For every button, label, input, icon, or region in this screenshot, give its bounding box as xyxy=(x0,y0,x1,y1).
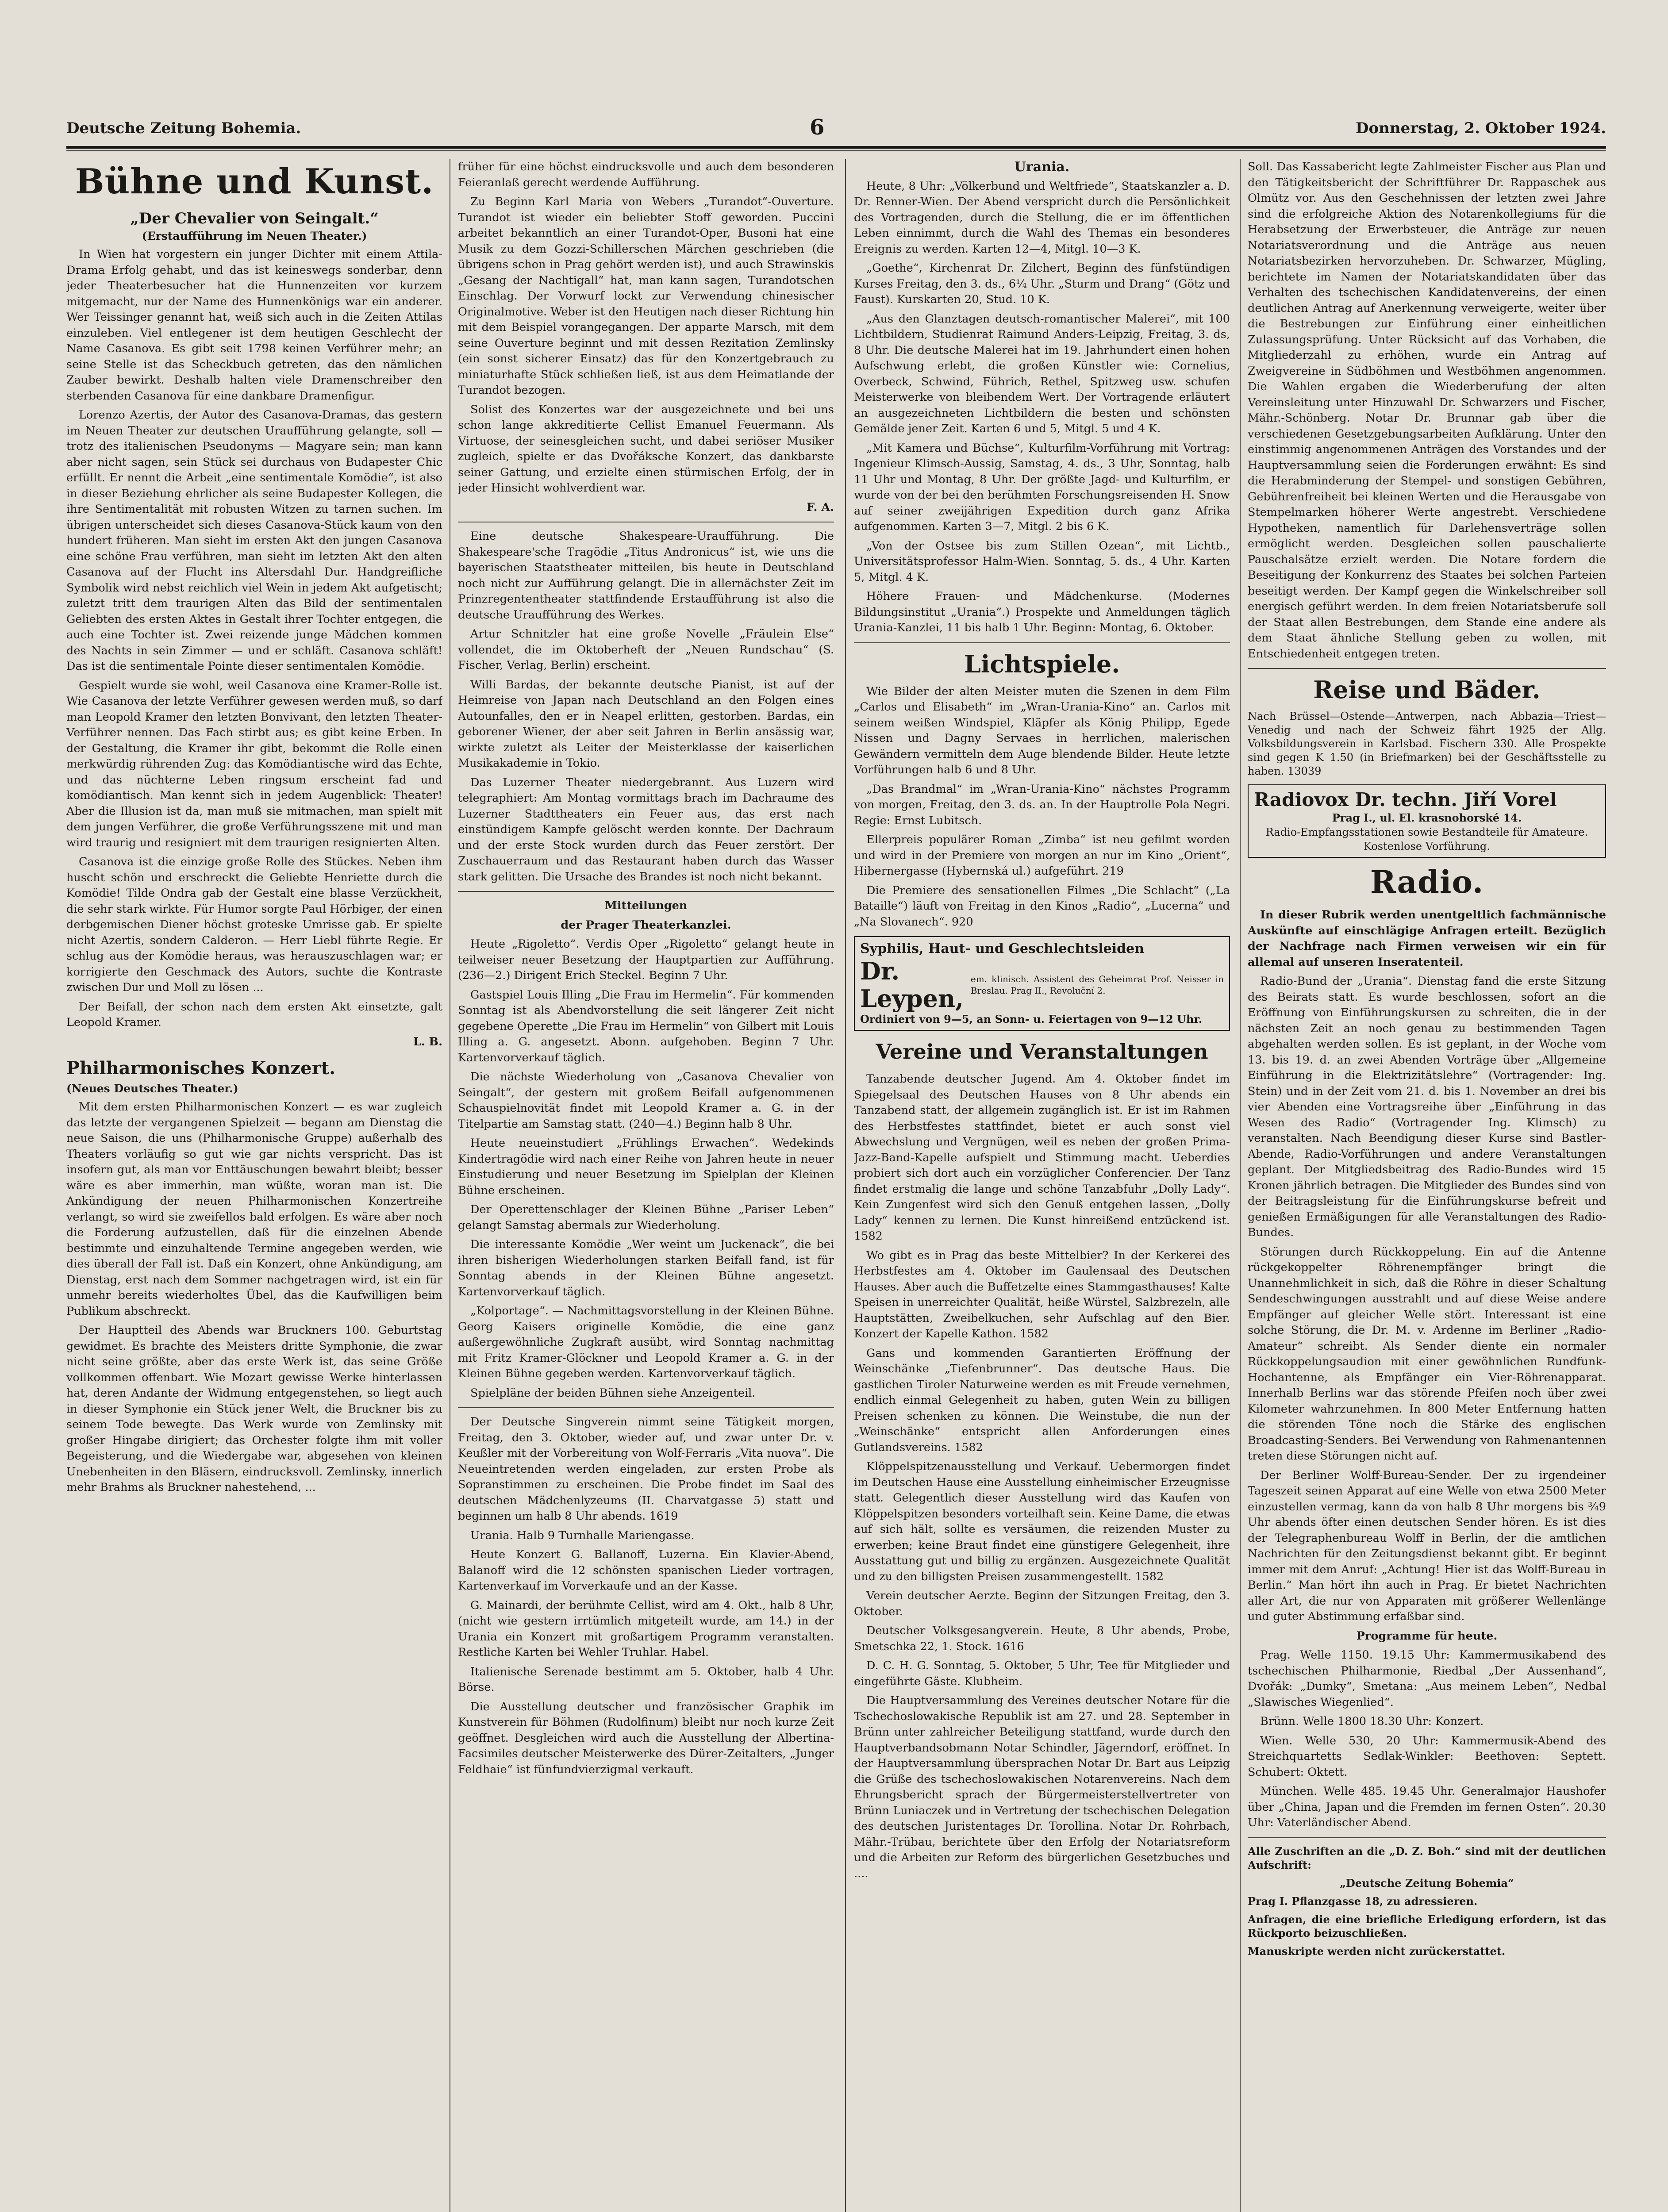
newspaper-name: Deutsche Zeitung Bohemia. xyxy=(66,119,301,137)
concert-item: Urania. Halb 9 Turnhalle Mariengasse. xyxy=(470,1528,695,1542)
urania-item: „Aus den Glanztagen deutsch-romantischer Malerei“, mit 100 Lichtbildern, Studienrat Raimund Anders-Leipzig, Freitag, 3. ds, 8 Uhr. Die deutsche Malerei hat im 19. Jahrhundert einen hohen Aufschwung erlebt, die großen Künstler wie: Cornelius, Overbeck, Schwind, Führich, Rethel, Spitzweg usw. schufen Meisterwerke von bleibendem Wert. Der Vortragende erläutert an ausgezeichneten Lichtbildern die besten und schönsten Gemälde jener Zeit. Karten 6 und 5, Mitgl. 5 und 4 K. xyxy=(854,312,1230,435)
verein-item: Verein deutscher Aerzte. Beginn der Sitzungen Freitag, den 3. Oktober. xyxy=(854,1589,1230,1618)
theater-notice: Der Operettenschlager der Kleinen Bühne „Pariser Leben“ gelangt Samstag abermals zur Wiederholung. xyxy=(458,1203,834,1232)
paragraph: Der Beifall, der schon nach dem ersten Akt einsetzte, galt Leopold Kramer. xyxy=(66,1000,442,1029)
radio-item: Radio-Bund der „Urania“. Dienstag fand die erste Sitzung des Beirats statt. Es wurde beschlossen, sofort an die Eröffnung von Einführungskursen zu schreiten, die in der nächsten Zeit an noch genau zu bestimmenden Tagen abgehalten werden sollen. Es ist geplant, in der Woche vom 13. bis 19. d. an zwei Abenden Vorträge über „Allgemeine Einführung in die Elektrizitätslehre“ (Vortragender: Ing. Stein) und in der Zeit vom 21. d. bis 1. November an drei bis vier Abenden eine Vortragsreihe über „Einführung in das Wesen des Radio“ (Vortragender Ing. Klimsch) zu veranstalten. Nach Beendigung dieser Kurse sind Bastler-Abende, Radio-Vorführungen und andere Veranstaltungen geplant. Der Mitgliedsbeitrag des Radio-Bundes wird 15 Kronen jährlich betragen. Die Mitglieder des Bundes sind von der Beitragsleistung für die Einführungskurse befreit und genießen Ermäßigungen für alle Veranstaltungen des Radio-Bundes. xyxy=(1248,975,1606,1239)
section-title-buehne-und-kunst: Bühne und Kunst. xyxy=(75,161,434,202)
programme-title: Programme für heute. xyxy=(1356,1629,1498,1643)
column-4 xyxy=(1248,159,1606,2212)
section-title-vereine: Vereine und Veranstaltungen xyxy=(876,1040,1208,1064)
paragraph: Lorenzo Azertis, der Autor des Casanova-Dramas, das gestern im Neuen Theater zur deutschen Uraufführung gelangte, soll — trotz des italienischen Pseudonyms — Magyare sein; man kann aber nicht sagen, sein Stück sei durchaus von Budapester Chic erfüllt. Er nennt die Arbeit „eine sentimentale Komödie“, ist also in dieser Beziehung ehrlicher als seine Budapester Kollegen, die ihre Sentimentalität mit robusten Witzen zu tarnen suchen. Im übrigen unterscheidet sich dieses Casanova-Stück kaum von den hundert früheren. Man sieht im ersten Akt den jungen Casanova eine schöne Frau verführen, man sieht im letzten Akt den alten Casanova auf der Flucht ins Altersdahl Dur. Handgreifliche Symbolik wird nebst reichlich viel Wein in jedem Akt aufgetischt; zuletzt tritt dem traurigen Alten das Bild der sentimentalen Geliebten des ersten Aktes in Gestalt ihrer Tochter entgegen, die auch eine Tochter ist. Zwei reizende junge Mädchen kommen des Nachts in sein Zimmer — und er schläft. Casanova schläft! Das ist die sentimentale Pointe dieser sentimentalen Komödie. xyxy=(66,408,442,673)
urania-item: „Goethe“, Kirchenrat Dr. Zilchert, Beginn des fünfstündigen Kurses Freitag, den 3. ds., 6¼ Uhr. „Sturm und Drang“ (Götz und Faust). Kurskarten 20, Stud. 10 K. xyxy=(854,261,1230,306)
ad-leypen-row xyxy=(860,957,1224,1012)
column-divider xyxy=(845,159,846,2212)
urania-title: Urania. xyxy=(1014,159,1070,175)
urania-item: Heute, 8 Uhr: „Völkerbund und Weltfriede“, Staatskanzler a. D. Dr. Renner-Wien. Der Abend verspricht durch die Persönlichkeit des Vortragenden, durch die Stellung, die er im öffentlichen Leben einnimmt, durch die Wahl des Themas ein besonderes Ereignis zu werden. Karten 12—4, Mitgl. 10—3 K. xyxy=(854,179,1230,256)
theater-notice: Heute „Rigoletto“. Verdis Oper „Rigoletto“ gelangt heute in teilweiser neuer Besetzung der Hauptpartien zur Aufführung. (236—2.) Dirigent Erich Steckel. Beginn 7 Uhr. xyxy=(458,937,834,982)
editorial-footer xyxy=(1248,1844,1606,1958)
ad-leypen-credentials: em. klinisch. Assistent des Geheimrat Prof. Neisser in Breslau. Prag II., Revoluční 2. xyxy=(970,974,1224,996)
paragraph: Mit dem ersten Philharmonischen Konzert — es war zugleich das letzte der vergangenen Spielzeit — begann am Dienstag die neue Saison, die uns (Philharmonische Gruppe) außerhalb des Theaters vorläufig so gut wie gar nichts verspricht. Das ist insofern gut, als man vor Enttäuschungen bewahrt bleibt; besser wäre es aber immerhin, man wüßte, woran man ist. Die Ankündigung der neuen Philharmonischen Konzertreihe verlangt, so wird sie zweifellos bald erfolgen. Es wäre aber noch die Forderung aufzustellen, daß für die einzelnen Abende bestimmte und einzuhaltende Termine angegeben werden, wie dies überall der Fall ist. Daß ein Konzert, ohne Ankündigung, am Dienstag, erst nach dem Sommer nachgetragen wird, ist ein für unmehr bereits wiederholtes Übel, das die Kaufwilligen beim Publikum abschreckt. xyxy=(66,1100,442,1318)
theater-notice: Die nächste Wiederholung von „Casanova Chevalier von Seingalt“, der gestern mit großem Beifall aufgenommenen Schauspielnovität findet mit Leopold Kramer a. G. in der Titelpartie am Samstag statt. (240—4.) Beginn halb 8 Uhr. xyxy=(458,1070,834,1131)
footer-line: Anfragen, die eine briefliche Erledigung erfordern, ist das Rückporto beizuschließen. xyxy=(1248,1912,1606,1939)
article-title-philharmonisches-konzert: Philharmonisches Konzert. xyxy=(66,1058,336,1079)
verein-item: Klöppelspitzenausstellung und Verkauf. Uebermorgen findet im Deutschen Hause eine Ausstellung einheimischer Erzeugnisse statt. Gelegentlich dieser Ausstellung wird das Kaufen von Klöppelspitzen besonders vorteilhaft sein. Keine Dame, die etwas auf sich hält, sollte es versäumen, die reizenden Muster zu erwerben; keine Braut findet eine günstigere Gelegenheit, ihre Ausstattung gut und billig zu ergänzen. Ausgezeichnete Qualität und zu den billigsten Preisen zusammengestellt. 1582 xyxy=(854,1460,1230,1583)
theater-notice: Spielpläne der beiden Bühnen siehe Anzeigenteil. xyxy=(470,1386,756,1400)
theater-notice: Gastspiel Louis Illing „Die Frau im Hermelin“. Für kommenden Sonntag ist als Abendvorstellung die seit längerer Zeit nicht gegebene Operette „Die Frau im Hermelin“ von Gilbert mit Louis Illing a. G. angesetzt. Abonn. aufgehoben. Beginn 7 Uhr. Kartenvorverkauf täglich. xyxy=(458,988,834,1064)
verein-item: Die Hauptversammlung des Vereines deutscher Notare für die Tschechoslowakische Republik ist am 27. und 28. September in Brünn unter zahlreicher Beteiligung stattfand, wurde durch den Hauptverbandsobmann Notar Schindler, Jägerndorf, eröffnet. In der Hauptversammlung übersprachen Notar Dr. Bart aus Leipzig die Grüße des tschechoslowakischen Notarenvereins. Nach dem Ehrungsbericht sprach der Bürgermeisterstellvertreter von Brünn Luniaczek und in Vertretung der tschechischen Delegation des deutschen Juristentages Dr. Torollina. Notar Dr. Rohrbach, Mähr.-Trübau, berichtete über den Erfolg der Notariatsreform und die Arbeiten zur Reform des bürgerlichen Gesetzbuches und .... xyxy=(854,1694,1230,1880)
advertisement-dr-leypen xyxy=(854,936,1230,1031)
programme-item: Wien. Welle 530, 20 Uhr: Kammermusik-Abend des Streichquartetts Sedlak-Winkler: Beethoven: Septett. Schubert: Oktett. xyxy=(1248,1734,1606,1779)
urania-item: Höhere Frauen- und Mädchenkurse. (Modernes Bildungsinstitut „Urania“.) Prospekte und Anmeldungen täglich Urania-Kanzlei, 11 bis halb 1 Uhr. Beginn: Montag, 6. Oktober. xyxy=(854,590,1230,634)
news-item: Eine deutsche Shakespeare-Uraufführung. Die Shakespeare'sche Tragödie „Titus Andronicus“ ist, wie uns die bayerischen Staatstheater mitteilen, bis heute in Deutschland noch nicht zur Aufführung gelangt. Die in allernächster Zeit im Prinzregententheater stattfindende Erstaufführung ist also die deutsche Uraufführung des Werkes. xyxy=(458,530,834,622)
ad-leypen-name: Dr. Leypen, xyxy=(860,957,964,1013)
newspaper-page xyxy=(66,115,1606,2212)
separator xyxy=(458,891,834,892)
footer-line: Alle Zuschriften an die „D. Z. Boh.“ sind mit der deutlichen Aufschrift: xyxy=(1248,1844,1606,1871)
verein-item: Wo gibt es in Prag das beste Mittelbier? In der Kerkerei des Herbstfestes am 4. Oktober im Gaulensaal des Deutschen Hauses. Aber auch die Buffetzelte eines Stammgasthauses! Kalte Speisen in unerreichter Qualität, heiße Würstel, Salzbrezeln, alle Hauptstätten, Zweibelkuchen, sehr Aufschlag auf den Bier. Konzert der Kapelle Kathon. 1582 xyxy=(854,1248,1230,1340)
column-3 xyxy=(854,159,1230,2212)
issue-date: Donnerstag, 2. Oktober 1924. xyxy=(1356,119,1606,137)
article-body-chevalier xyxy=(66,247,442,1031)
footer-line: „Deutsche Zeitung Bohemia“ xyxy=(1340,1876,1514,1889)
header-rule xyxy=(66,146,1606,151)
radio-item: Der Berliner Wolff-Bureau-Sender. Der zu irgendeiner Tageszeit seinen Apparat auf eine Welle von etwa 2500 Meter einzustellen vermag, kann da von halb 8 Uhr morgens bis ¾9 Uhr abends öfter einen deutschen Sender hören. Es ist dies der Telegraphenbureau Wolff in Berlin, der die amtlichen Nachrichten für den Zeitungsdienst bekannt gibt. Er beginnt immer mit dem Anruf: „Achtung! Hier ist das Wolff-Bureau in Berlin.“ Man hört ihn auch in Prag. Er bietet Nachrichten aller Art, die nur von Apparaten mit größerer Wellenlänge und guter Abstimmung erfaßbar sind. xyxy=(1248,1468,1606,1623)
programme-item: Brünn. Welle 1800 18.30 Uhr: Konzert. xyxy=(1260,1715,1484,1728)
column-divider xyxy=(1240,159,1241,2212)
article-title-chevalier: „Der Chevalier von Seingalt.“ xyxy=(130,210,379,227)
news-item: Artur Schnitzler hat eine große Novelle „Fräulein Else“ vollendet, die im Oktoberheft der „Neuen Rundschau“ (S. Fischer, Verlag, Berlin) erscheint. xyxy=(458,627,834,672)
footer-line: Manuskripte werden nicht zurückerstattet. xyxy=(1248,1944,1506,1958)
paragraph: Der Hauptteil des Abends war Bruckners 100. Geburtstag gewidmet. Es brachte des Meisters dritte Symphonie, die zwar nicht seine größte, aber das erste Werk ist, das seine Größe vollkommen offenbart. Wie Mozart gewisse Werke hinterlassen hat, deren Andante der Widmung entgegenstehen, so liegt auch in dieser Symphonie ein Stück jener Welt, die Bruckner bis zu seinem Tode bewegte. Das Werk wurde von Zemlinsky mit großer Hingabe dirigiert; das Orchester folgte ihm mit voller Begeisterung, und die Wiedergabe war, abgesehen von kleinen Unebenheiten in den Bläsern, eindrucksvoll. Zemlinsky, innerlich mehr Brahms als Bruckner nahestehend, ... xyxy=(66,1324,442,1494)
verein-item: D. C. H. G. Sonntag, 5. Oktober, 5 Uhr, Tee für Mitglieder und eingeführte Gäste. Klubheim. xyxy=(854,1659,1230,1688)
programme-item: Prag. Welle 1150. 19.15 Uhr: Kammermusikabend des tschechischen Philharmonie, Riedbal „Der Aussenhand“, Dvořák: „Dumky“, Smetana: „Aus meinem Leben“, Nedbal „Slawisches Wiegenlied“. xyxy=(1248,1648,1606,1709)
paragraph: Solist des Konzertes war der ausgezeichnete und bei uns schon lange akkreditierte Cellist Emanuel Feuermann. Als Virtuose, der seinesgleichen sucht, und dabei seriöser Musiker zugleich, spielte er das Dvořáksche Konzert, das dankbarste seiner Gattung, und erzielte einen stürmischen Erfolg, der in jeder Hinsicht wohlverdient war. xyxy=(458,403,834,495)
article-body-philharmonisches xyxy=(66,1099,442,1496)
paragraph: Casanova ist die einzige große Rolle des Stückes. Neben ihm huscht schön und erschreckt die Geliebte Henriette durch die Komödie! Tilde Ondra gab der Gestalt eine blasse Verzückheit, die sehr stark wirkte. Für Humor sorgte Paul Hörbiger, der einen derbgemischen Diener höchst groteske Umrisse gab. Er spielte nicht Azertis, sondern Calderon. — Herr Liebl führte Regie. Er schlug aus der Komödie heraus, was herauszuschlagen war; er korrigierte den Geschmack des Autors, suchte die Kontraste zwischen Dur und Moll zu lösen ... xyxy=(66,855,442,994)
lichtspiele-item: „Das Brandmal“ im „Wran-Urania-Kino“ nächstes Programm von morgen, Freitag, den 3. ds. an. In der Hauptrolle Pola Negri. Regie: Ernst Lubitsch. xyxy=(854,782,1230,827)
news-item: Das Luzerner Theater niedergebrannt. Aus Luzern wird telegraphiert: Am Montag vormittags brach im Dachraume des Luzerner Stadttheaters ein Feuer aus, das erst nach einstündigem Kampfe gelöscht werden konnte. Der Dachraum und der erste Stock wurden durch das Feuer zerstört. Der Zuschauerraum und das Restaurant haben durch das Wasser stark gelitten. Die Ursache des Brandes ist noch nicht bekannt. xyxy=(458,776,834,883)
mitteilungen-subtitle: der Prager Theaterkanzlei. xyxy=(561,918,731,932)
reise-notice: Nach Brüssel—Ostende—Antwerpen, nach Abbazia—Triest—Venedig und nach der Schweiz fährt 1925 der Allg. Volksbildungsverein in Karlsbad. Fischern 330. Alle Prospekte sind gegen K 1.50 (in Briefmarken) bei der Geschäftsstelle zu haben. 13039 xyxy=(1248,710,1606,777)
article-signature: F. A. xyxy=(807,500,834,514)
ad-leypen-heading: Syphilis, Haut- und Geschlechtsleiden xyxy=(860,941,1144,956)
programme-item: München. Welle 485. 19.45 Uhr. Generalmajor Haushofer über „China, Japan und die Fremden im fernen Osten“. 20.30 Uhr: Vaterländischer Abend. xyxy=(1248,1785,1606,1829)
radiovox-title: Radiovox Dr. techn. Jiří Vorel xyxy=(1254,789,1557,810)
section-title-reise-und-baeder: Reise und Bäder. xyxy=(1313,676,1541,704)
separator xyxy=(1248,668,1606,669)
separator xyxy=(854,642,1230,643)
separator xyxy=(1248,1837,1606,1838)
radio-item: Störungen durch Rückkoppelung. Ein auf die Antenne rückgekoppelter Röhrenempfänger bringt die Unannehmlichkeit in sich, daß die Röhre in dieser Schaltung Sendeschwingungen ausstrahlt und auf diese Weise andere Empfänger auf gleicher Welle stört. Interessant ist eine solche Störung, die Dr. M. v. Ardenne im Berliner „Radio-Amateur“ schreibt. Als Sender diente ein normaler Rückkoppelungsaudion mit einer gewöhnlichen Rundfunk-Hochantenne, als Empfänger ein Vier-Röhrenapparat. Innerhalb Berlins war das störende Pfeifen noch über zwei Kilometer wahrzunehmen. In 800 Meter Entfernung hatten die störenden Töne noch die Stärke des englischen Broadcasting-Senders. Bei Verwendung von Rahmenantennen treten diese Störungen nicht auf. xyxy=(1248,1245,1606,1463)
paragraph: In Wien hat vorgestern ein junger Dichter mit einem Attila-Drama Erfolg gehabt, und das ist keineswegs sonderbar, denn jeder Theaterbesucher hat die Hunnenzeiten vor kurzem mitgemacht, nur der Name des Hunnenkönigs war ein anderer. Wer Teissinger genannt hat, weiß sich auch in die Zeiten Attilas einzuleben. Viel entlegener ist dem heutigen Geschlecht der Name Casanova. Es gibt seit 1798 keinen Verführer mehr; an seine Stelle ist das Scheckbuch getreten, das den nämlichen Zauber bewirkt. Deshalb halten viele Dramenschreiber den sterbenden Casanova für eine dankbare Dramenfigur. xyxy=(66,248,442,403)
concert-item: Die Ausstellung deutscher und französischer Graphik im Kunstverein für Böhmen (Rudolfinum) bleibt nur noch kurze Zeit geöffnet. Desgleichen wird auch die Ausstellung der Albertina-Facsimiles deutscher Meisterwerke des Dürer-Zeitalters, „Junger Feldhaie“ ist fünfundvierzigmal verkauft. xyxy=(458,1700,834,1776)
footer-line: Prag I. Pflanzgasse 18, zu adressieren. xyxy=(1248,1894,1478,1908)
article-signature: L. B. xyxy=(413,1035,442,1048)
theater-notice: Die interessante Komödie „Wer weint um Juckenack“, die bei ihren bisherigen Wiederholungen starken Beifall fand, ist für Sonntag abends in der Kleinen Bühne angesetzt. Kartenvorverkauf täglich. xyxy=(458,1238,834,1298)
news-item: Willi Bardas, der bekannte deutsche Pianist, ist auf der Heimreise von Japan nach Deutschland an den Folgen eines Autounfalles, den er in Neapel erlitten, gestorben. Bardas, ein geborener Wiener, der aber seit Jahren in Berlin ansässig war, wirkte zuletzt als Leiter der Meisterklasse der kaiserlichen Musikakademie in Tokio. xyxy=(458,678,834,770)
concert-item: G. Mainardi, der berühmte Cellist, wird am 4. Okt., halb 8 Uhr, (nicht wie gestern irrtümlich mitgeteilt wurde, am 14.) in der Urania ein Konzert mit großartigem Programm veranstalten. Restliche Karten bei Wehler Truhlar. Habel. xyxy=(458,1598,834,1659)
article-subtitle-chevalier: (Erstaufführung im Neuen Theater.) xyxy=(142,230,367,242)
concert-item: Italienische Serenade bestimmt am 5. Oktober, halb 4 Uhr. Börse. xyxy=(458,1665,834,1694)
separator xyxy=(458,1407,834,1408)
paragraph: Gespielt wurde sie wohl, weil Casanova eine Kramer-Rolle ist. Wie Casanova der letzte Verführer gewesen werden muß, so darf man Leopold Kramer den letzten Bonvivant, den letzten Theater-Verführer nennen. Das Fach stirbt aus; es gibt keine Erben. In der Gestaltung, die Kramer ihr gibt, bekommt die Rolle einen merkwürdig rührenden Zug: das Komödiantische wird das Echte, und das nüchterne Leben ringsum erscheint fad und komödiantisch. Man kennt sich in jedem Augenblick: Theater! Aber die Illusion ist da, man muß sie mitmachen, man spielt mit dem jungen Verführer, die große Verführungsszene mit und man wird traurig und resigniert mit dem traurigen resignierten Alten. xyxy=(66,679,442,849)
urania-item: „Mit Kamera und Büchse“, Kulturfilm-Vorführung mit Vortrag: Ingenieur Klimsch-Aussig, Samstag, 4. ds., 3 Uhr, Sonntag, halb 11 Uhr und Montag, 8 Uhr. Der größte Jagd- und Kulturfilm, er wurde von der bei den berühmten Forschungsreisenden H. Snow auf seiner zweijährigen Expedition durch ganz Afrika aufgenommen. Karten 3—7, Mitgl. 2 bis 6 K. xyxy=(854,441,1230,533)
urania-item: „Von der Ostsee bis zum Stillen Ozean“, mit Lichtb., Universitätsprofessor Halm-Wien. Sonntag, 5. ds., 4 Uhr. Karten 5, Mitgl. 4 K. xyxy=(854,539,1230,584)
ad-leypen-hours: Ordiniert von 9—5, an Sonn- u. Feiertagen von 9—12 Uhr. xyxy=(860,1013,1203,1025)
advertisement-radiovox xyxy=(1248,784,1606,858)
radiovox-description: Radio-Empfangsstationen sowie Bestandteile für Amateure. Kostenlose Vorführung. xyxy=(1265,826,1588,853)
article-subtitle-philharmonisches: (Neues Deutsches Theater.) xyxy=(66,1082,238,1095)
concert-item: Heute Konzert G. Ballanoff, Luzerna. Ein Klavier-Abend, Balanoff wird die 12 schönsten spanischen Lieder vortragen, Kartenverkauf im Vorverkaufe und an der Kasse. xyxy=(458,1548,834,1593)
radiovox-address: Prag I., ul. El. krasnohorské 14. xyxy=(1332,811,1522,824)
column-1 xyxy=(66,159,442,2212)
column-2 xyxy=(458,159,834,2212)
lichtspiele-item: Wie Bilder der alten Meister muten die Szenen in dem Film „Carlos und Elisabeth“ im „Wran-Urania-Kino“ an. Carlos mit seinem weißen Windspiel, Kläpfer als König Philipp, Egede Nissen und Dagny Servaes in herrlichen, malerischen Gewändern vermitteln dem Auge blendende Bilder. Heute letzte Vorführungen halb 6 und 8 Uhr. xyxy=(854,684,1230,776)
page-number: 6 xyxy=(810,115,825,140)
radio-intro: In dieser Rubrik werden unentgeltlich fachmännische Auskünfte auf einschlägige Anfragen erteilt. Bezüglich der Nachfrage nach Firmen verweisen wir ein für allemal auf unseren Inseratenteil. xyxy=(1248,908,1606,969)
verein-item: Gans und kommenden Garantierten Eröffnung der Weinschänke „Tiefenbrunner“. Das deutsche Haus. Die gastlichen Tiroler Naturweine werden es mit Freude vernehmen, endlich einmal Gelegenheit zu haben, guten Wein zu billigen Preisen schenken zu können. Die Weinstube, die nun der „Weinschänke“ entspricht allen Anforderungen eines Gutlandsvereins. 1582 xyxy=(854,1346,1230,1454)
section-title-lichtspiele: Lichtspiele. xyxy=(964,649,1120,678)
lichtspiele-item: Ellerpreis populärer Roman „Zimba“ ist neu gefilmt worden und wird in der Premiere von morgen an nur im Kino „Orient“, Hibernergasse (Hybernská ul.) aufgeführt. 219 xyxy=(854,833,1230,878)
theater-notice: Heute neueinstudiert „Frühlings Erwachen“. Wedekinds Kindertragödie wird nach einer Reihe von Jahren heute in neuer Einstudierung und neuer Besetzung im Spielplan der Kleinen Bühne erscheinen. xyxy=(458,1137,834,1197)
section-title-radio: Radio. xyxy=(1370,864,1484,900)
mitteilungen-title: Mitteilungen xyxy=(604,899,688,912)
paragraph: früher für eine höchst eindrucksvolle und auch dem besonderen Feieranlaß gerecht werdende Aufführung. xyxy=(458,160,834,189)
theater-notice: „Kolportage“. — Nachmittagsvorstellung in der Kleinen Bühne. Georg Kaisers originelle Komödie, die eine ganz außergewöhnliche Zugkraft ausübt, wird Sonntag nachmittag mit Fritz Kramer-Glöckner und Leopold Kramer a. G. in der Kleinen Bühne gegeben werden. Kartenvorverkauf täglich. xyxy=(458,1304,834,1380)
lichtspiele-item: Die Premiere des sensationellen Filmes „Die Schlacht“ („La Bataille“) läuft von Freitag in den Kinos „Radio“, „Lucerna“ und „Na Slovanech“. 920 xyxy=(854,883,1230,929)
verein-item: Tanzabende deutscher Jugend. Am 4. Oktober findet im Spiegelsaal des Deutschen Hauses von 8 Uhr abends ein Tanzabend statt, der allgemein zugänglich ist. Er ist im Rahmen des Herbstfestes stattfindet, bietet er auch sonst viel Abwechslung und Vergnügen, weil es neben der großen Prima-Jazz-Band-Kapelle aufspielt und Stimmung macht. Ueberdies probiert sich dort auch ein vorzüglicher Conferencier. Der Tanz findet erstmalig die lange und schöne Tanzabfuhr „Dolly Lady“. Kein Zungenfest wird sich den Genuß entgehen lassen, „Dolly Lady“ kennen zu lernen. Die Kunst hinreißend entzückend ist. 1582 xyxy=(854,1072,1230,1243)
page-header xyxy=(66,115,1606,146)
paragraph: Soll. Das Kassabericht legte Zahlmeister Fischer aus Plan und den Tätigkeitsbericht der Schriftführer Dr. Rappaschek aus Olmütz vor. Aus den Geschehnissen der letzten zwei Jahre sind die erfolgreiche Aktion des Notarenkollegiums für die Herabsetzung der Erwerbsteuer, die Anträge zur neuen Notariatsverordnung und die Anträge aus neuen Notariatsbezirken hervorzuheben. Dr. Schwarzer, Mügling, berichtete im Namen der Notariatskandidaten über das Verhalten des tschechischen Kandidatenvereins, der einen deutlichen Antrag auf Anerkennung verweigerte, weiter über die Bestrebungen zur Einführung einer einheitlichen Zulassungsprüfung. Unter Rücksicht auf das Vorhaben, die Mitgliederzahl zu erhöhen, wurde ein Antrag auf Zweigvereine in Südböhmen und Westböhmen angenommen. Die Wahlen ergaben die Wiederberufung der alten Vereinsleitung unter Hinzuwahl Dr. Schwarzers und Fischer, Mähr.-Schönberg. Notar Dr. Brunnar gab über die verschiedenen Gesetzgebungsarbeiten Aufklärung. Unter den einstimmig angenommenen Anträgen des Vorstandes und der Hauptversammlung seien die Forderungen erwähnt: Es sind die Herabminderung der Stempel- und sonstigen Gebühren, Gebührenfreiheit bei kleinen Werten und die Herausgabe von Stempelmarken höherer Werte angestrebt. Verschiedene Hypotheken, namentlich für Darlehensverträge sollen ermöglicht werden. Desgleichen sollen pauschalierte Pauschalsätze erzielt werden. Die Notare fordern die Beseitigung der Konkurrenz des Staates bei solchen Parteien beseitigt werden. Der Kampf gegen die Winkelschreiber soll energisch geführt werden. In dem freien Notariatsberufe soll der Staat allen Bestrebungen, dem Stande eine andere als dem Staat ähnliche Stellung geben zu wollen, mit Entschiedenheit entgegen treten. xyxy=(1248,160,1606,661)
paragraph: Zu Beginn Karl Maria von Webers „Turandot“-Ouverture. Turandot ist wieder ein beliebter Stoff geworden. Puccini arbeitet bekanntlich an einer Turandot-Oper, Busoni hat eine Musik zu dem Gozzi-Schillerschen Märchen geschrieben (die übrigens schon in Prag gehört werden ist), und auch Strawinskis „Gesang der Nachtigall“ hat, man kann sagen, Turandotschen Einschlag. Der Vorwurf lockt zur Verwendung chinesischer Originalmotive. Weber ist den Heutigen nach dieser Richtung hin mit dem Beispiel vorangegangen. Der apparte Marsch, mit dem seine Ouverture beginnt und mit dessen Rezitation Zemlinsky (ein sonst sicherer Einsatz) das für den Konzertgebrauch zu miniaturhafte Stück schließen ließ, ist aus dem Heimatlande der Turandot bezogen. xyxy=(458,195,834,397)
verein-item: Deutscher Volksgesangverein. Heute, 8 Uhr abends, Probe, Smetschka 22, 1. Stock. 1616 xyxy=(854,1624,1230,1653)
concert-item: Der Deutsche Singverein nimmt seine Tätigkeit morgen, Freitag, den 3. Oktober, wieder auf, und zwar unter Dr. v. Keußler mit der Vorbereitung von Wolf-Ferraris „Vita nuova“. Die Neueintretenden werden eingeladen, zur ersten Probe als Sopranstimmen zu erscheinen. Die Probe findet im Saal des deutschen Mädchenlyzeums (II. Charvatgasse 5) statt und beginnen um halb 8 Uhr abends. 1619 xyxy=(458,1415,834,1523)
